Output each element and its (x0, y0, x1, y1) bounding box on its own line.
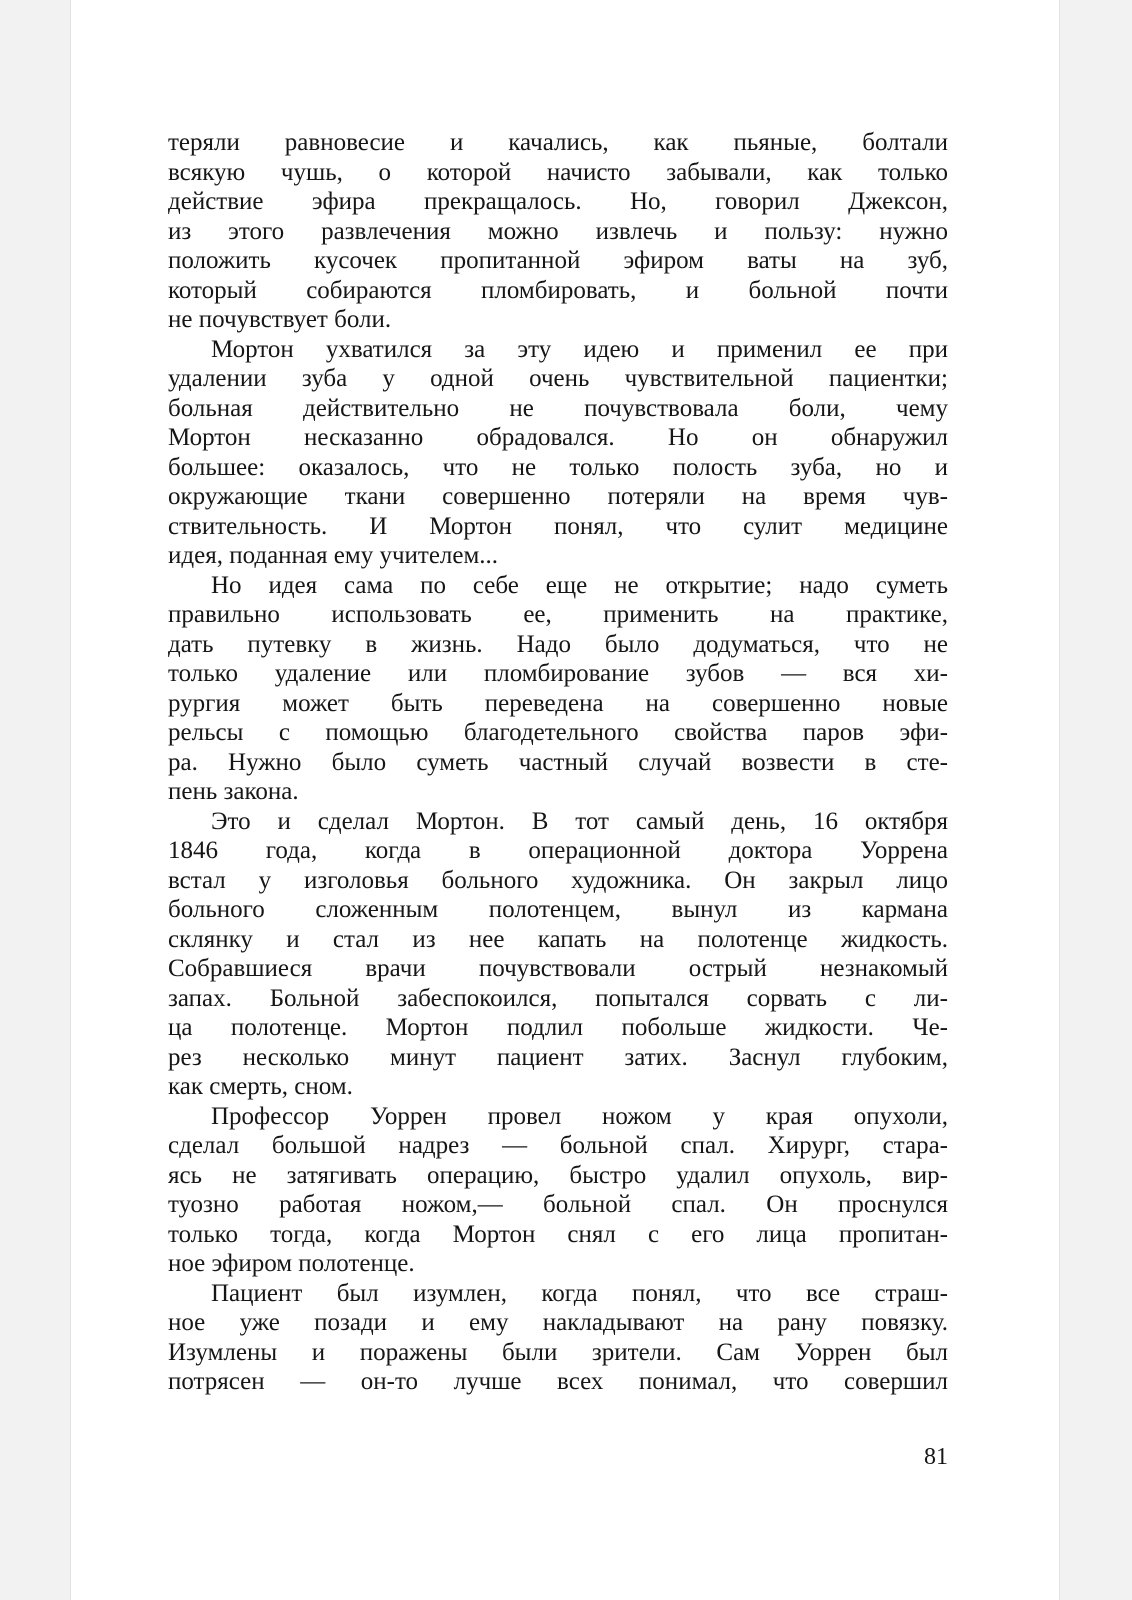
body-text (168, 128, 948, 1397)
text-line: запах. Больной забеспокоился, попытался сорвать с ли- (168, 984, 948, 1012)
paragraph (168, 807, 948, 1102)
text-line: как смерть, сном. (168, 1073, 353, 1100)
text-line: идея, поданная ему учителем... (168, 542, 499, 569)
text-line: удалении зуба у одной очень чувствительной пациентки; (168, 365, 948, 392)
book-page (71, 0, 1059, 1600)
text-line: положить кусочек пропитанной эфиром ваты на зуб, (168, 247, 948, 274)
text-line: только удаление или пломбирование зубов — вся хи- (168, 660, 948, 687)
text-line: теряли равновесие и качались, как пьяные, болтали (168, 129, 948, 156)
text-line: сделал большой надрез — больной спал. Хирург, стара- (168, 1132, 948, 1159)
text-line: больная действительно не почувствовала боли, чему (168, 394, 948, 422)
text-line: правильно использовать ее, применить на практике, (168, 601, 948, 628)
text-line: окружающие ткани совершенно потеряли на время чув- (168, 483, 948, 510)
text-line: ра. Нужно было суметь частный случай возвести в сте- (168, 748, 948, 776)
text-line: рургия может быть переведена на совершенно новые (168, 689, 948, 717)
text-line: рельсы с помощью благодетельного свойства паров эфи- (168, 719, 948, 746)
text-line: только тогда, когда Мортон снял с его лица пропитан- (168, 1220, 948, 1248)
text-line: Мортон несказанно обрадовался. Но он обнаружил (168, 424, 948, 451)
text-line: склянку и стал из нее капать на полотенце жидкость. (168, 925, 948, 953)
paragraph (168, 335, 948, 571)
text-line: большее: оказалось, что не только полость зуба, но и (168, 453, 948, 481)
text-line: из этого развлечения можно извлечь и пользу: нужно (168, 217, 948, 245)
text-line: Пациент был изумлен, когда понял, что все страш- (211, 1279, 948, 1307)
text-line: Собравшиеся врачи почувствовали острый незнакомый (168, 955, 948, 982)
text-line: ясь не затягивать операцию, быстро удалил опухоль, вир- (168, 1161, 948, 1189)
paragraph (168, 1279, 948, 1397)
paragraph (168, 1102, 948, 1279)
text-line: встал у изголовья больного художника. Он закрыл лицо (168, 866, 948, 894)
text-line: туозно работая ножом,— больной спал. Он проснулся (168, 1191, 948, 1218)
text-line: действие эфира прекращалось. Но, говорил Джексон, (168, 188, 948, 215)
text-line: ное эфиром полотенце. (168, 1250, 415, 1277)
text-line: Но идея сама по себе еще не открытие; надо суметь (211, 571, 948, 599)
paragraph (168, 128, 948, 335)
text-line: Мортон ухватился за эту идею и применил ее при (211, 335, 948, 363)
text-line: дать путевку в жизнь. Надо было додуматься, что не (168, 630, 948, 658)
text-line: Изумлены и поражены были зрители. Сам Уоррен был (168, 1338, 948, 1366)
text-line: не почувствует боли. (168, 306, 392, 333)
text-line: Это и сделал Мортон. В тот самый день, 16 октября (211, 807, 948, 835)
page-number: 81 (924, 1444, 948, 1470)
text-line: больного сложенным полотенцем, вынул из кармана (168, 896, 948, 923)
text-line: всякую чушь, о которой начисто забывали, как только (168, 158, 948, 186)
text-line: 1846 года, когда в операционной доктора Уоррена (168, 837, 948, 864)
text-line: потрясен — он-то лучше всех понимал, что совершил (168, 1368, 948, 1395)
text-line: ствительность. И Мортон понял, что сулит медицине (168, 512, 948, 540)
paragraph (168, 571, 948, 807)
text-line: рез несколько минут пациент затих. Заснул глубоким, (168, 1043, 948, 1071)
text-line: пень закона. (168, 778, 299, 805)
text-line: который собираются пломбировать, и больной почти (168, 276, 948, 304)
text-line: ное уже позади и ему накладывают на рану повязку. (168, 1309, 948, 1336)
text-line: ца полотенце. Мортон подлил побольше жидкости. Че- (168, 1014, 948, 1041)
text-line: Профессор Уоррен провел ножом у края опухоли, (211, 1102, 948, 1130)
